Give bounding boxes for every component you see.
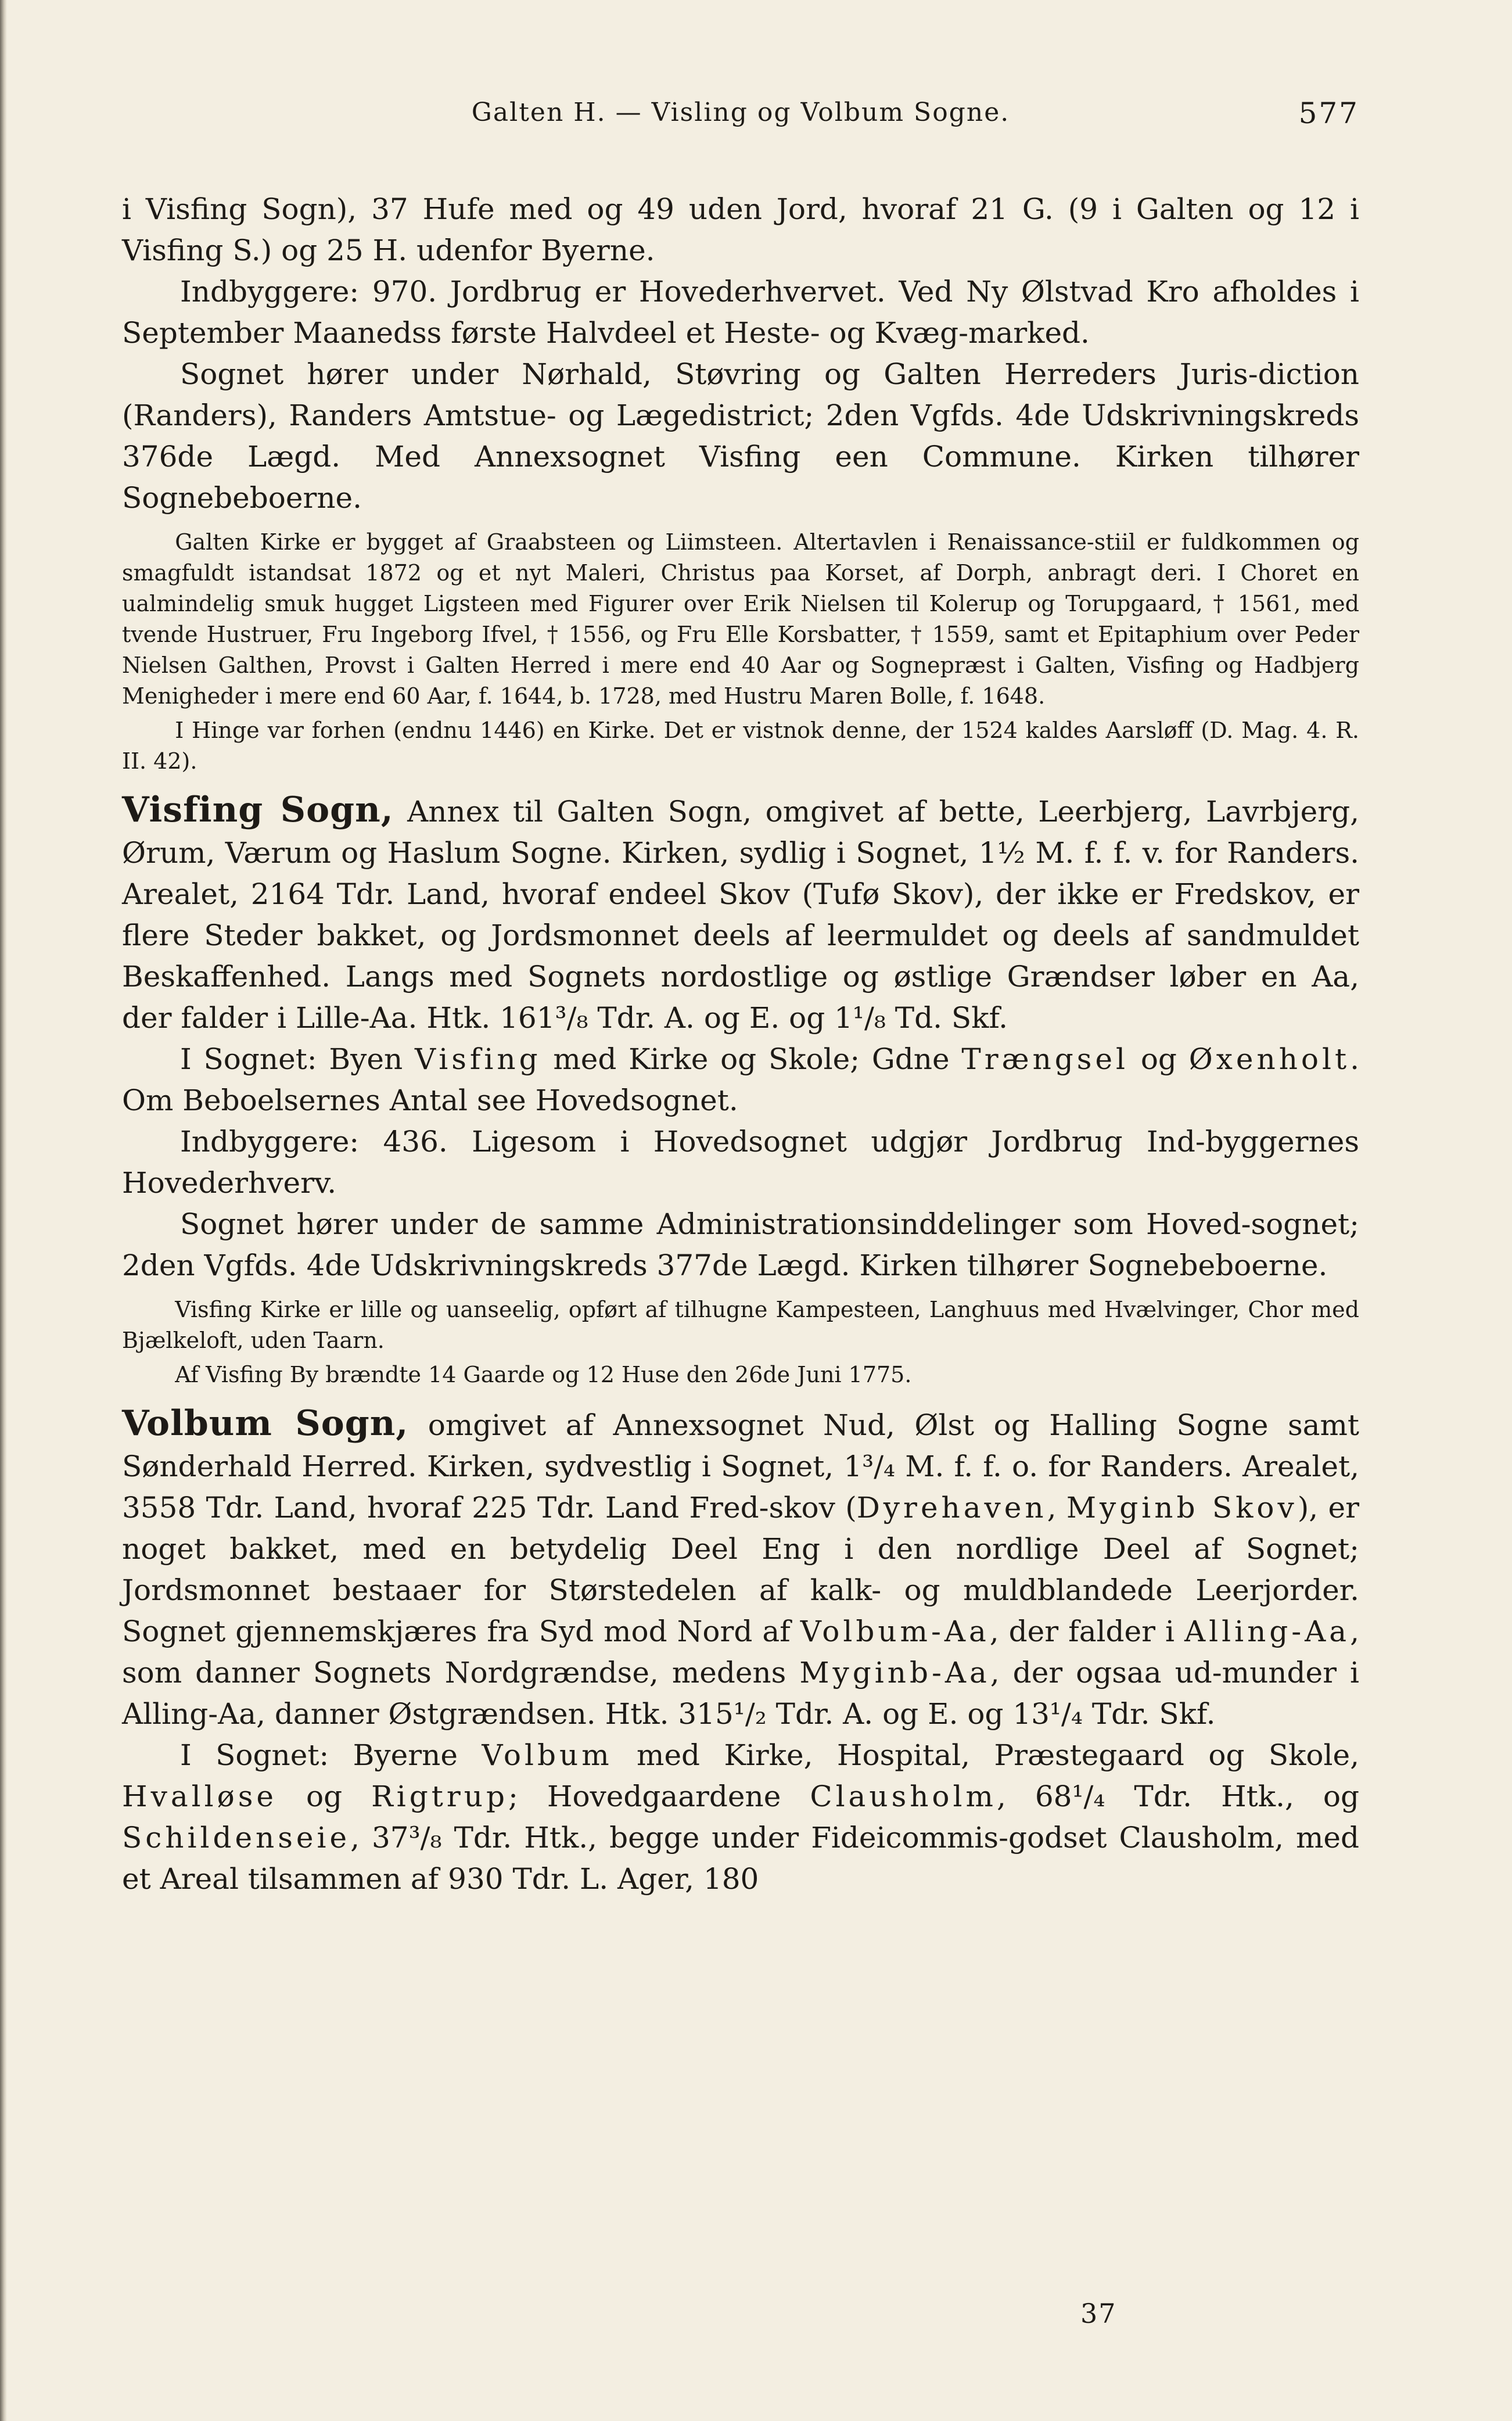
- volbum-p1-a: omgivet af Annexsognet Nud, Ølst og Halling Sogne samt Sønderhald Herred. Kirken, sydvestlig i Sognet, 1³/₄ M. f. f. o. for Randers. Arealet, 3558 Tdr. Land, hvoraf 225 Tdr. Land Fred-skov (: [122, 1408, 1359, 1525]
- volbum-p2-b: med Kirke, Hospital, Præstegaard og Skole,: [612, 1738, 1359, 1772]
- volbum-p1-f: , der ogsaa ud-munder i Alling-Aa, danner Østgrændsen. Htk. 315¹/₂ Tdr. A. og E. og 13¹/₄ Tdr. Skf.: [122, 1656, 1359, 1731]
- volbum-p2-d: ; Hovedgaardene: [508, 1780, 810, 1813]
- volbum-paragraph-1: [122, 1403, 1359, 1735]
- galten-paragraph-1: i Visfing Sogn), 37 Hufe med og 49 uden Jord, hvoraf 21 G. (9 i Galten og 12 i Visfing S.) og 25 H. udenfor Byerne.: [122, 192, 1359, 267]
- place-visfing: Visfing: [414, 1042, 541, 1076]
- volbum-p2-e: , 68¹/₄ Tdr. Htk., og: [996, 1780, 1359, 1813]
- volbum-heading: Volbum Sogn,: [122, 1403, 409, 1444]
- visfing-note-1: Visfing Kirke er lille og uanseelig, opført af tilhugne Kampesteen, Langhuus med Hvælvinger, Chor med Bjælkeloft, uden Taarn.: [122, 1297, 1359, 1353]
- place-myginb-aa: Myginb-Aa: [799, 1656, 990, 1690]
- place-hvallose: Hvalløse: [122, 1780, 277, 1813]
- visfing-note-2: Af Visfing By brændte 14 Gaarde og 12 Huse den 26de Juni 1775.: [175, 1362, 912, 1387]
- volbum-p2-a: I Sognet: Byerne: [180, 1738, 482, 1772]
- running-title: Galten H. — Visling og Volbum Sogne.: [471, 98, 1010, 127]
- place-volbum-aa: Volbum-Aa: [800, 1615, 990, 1648]
- volbum-p1-e: , som danner Sognets Nordgrændse, medens: [122, 1615, 1360, 1690]
- galten-paragraph-2: Indbyggere: 970. Jordbrug er Hovederhvervet. Ved Ny Ølstvad Kro afholdes i September Maanedss første Halvdeel et Heste- og Kvæg-marked.: [122, 275, 1359, 350]
- volbum-paragraph-2: [122, 1735, 1359, 1900]
- place-dyrehaven: Dyrehaven: [856, 1491, 1047, 1525]
- place-alling-aa: Alling-Aa: [1184, 1615, 1351, 1648]
- visfing-paragraph-2: [122, 1039, 1359, 1121]
- volbum-p1-c: ), er noget bakket, med en betydelig Deel Eng i den nordlige Deel af Sognet; Jordsmonnet bestaaer for Størstedelen af kalk- og muldblandede Leerjorder. Sognet gjennemskjæres fra Syd mod Nord af: [122, 1491, 1359, 1648]
- place-rigtrup: Rigtrup: [371, 1780, 508, 1813]
- place-oxenholt: Øxenholt: [1188, 1042, 1351, 1076]
- volbum-p2-c: og: [277, 1780, 372, 1813]
- galten-paragraph-3: Sognet hører under Nørhald, Støvring og Galten Herreders Juris-diction (Randers), Randers Amtstue- og Lægedistrict; 2den Vgfds. 4de Udskrivningskreds 376de Lægd. Med Annexsognet Visfing een Commune. Kirken tilhører Sognebeboerne.: [122, 357, 1359, 515]
- visfing-paragraph-3: Indbyggere: 436. Ligesom i Hovedsognet udgjør Jordbrug Ind-byggernes Hovederhverv.: [122, 1125, 1359, 1200]
- volbum-p1-b: ,: [1047, 1491, 1066, 1525]
- text-block: [122, 189, 1359, 1900]
- visfing-heading: Visfing Sogn,: [122, 790, 394, 830]
- visfing-p2-and: og: [1129, 1042, 1189, 1076]
- volbum-p2-f: , 37³/₈ Tdr. Htk., begge under Fideicommis-godset Clausholm, med et Areal tilsammen af 930 Tdr. L. Ager, 180: [122, 1821, 1359, 1896]
- visfing-p2-mid: med Kirke og Skole; Gdne: [541, 1042, 962, 1076]
- galten-note-2: I Hinge var forhen (endnu 1446) en Kirke. Det er vistnok denne, der 1524 kaldes Aarsløff (D. Mag. 4. R. II. 42).: [122, 718, 1359, 774]
- printer-signature: 37: [1080, 2298, 1117, 2329]
- visfing-paragraph-4: Sognet hører under de samme Administrationsinddelinger som Hoved-sognet; 2den Vgfds. 4de Udskrivningskreds 377de Lægd. Kirken tilhører Sognebeboerne.: [122, 1207, 1359, 1282]
- visfing-p2-suffix: . Om Beboelsernes Antal see Hovedsognet.: [122, 1042, 1360, 1117]
- visfing-paragraph-1: [122, 790, 1359, 1039]
- visfing-p2-prefix: I Sognet: Byen: [180, 1042, 415, 1076]
- page-number: 577: [1298, 96, 1359, 130]
- running-header: [122, 92, 1359, 144]
- place-clausholm: Clausholm: [810, 1780, 997, 1813]
- galten-note-1: Galten Kirke er bygget af Graabsteen og Liimsteen. Altertavlen i Renaissance-stiil er fuldkommen og smagfuldt istandsat 1872 og et nyt Maleri, Christus paa Korset, af Dorph, anbragt deri. I Choret en ualmindelig smuk hugget Ligsteen med Figurer over Erik Nielsen til Kolerup og Torupgaard, † 1561, med tvende Hustruer, Fru Ingeborg Ifvel, † 1556, og Fru Elle Korsbatter, † 1559, samt et Epitaphium over Peder Nielsen Galthen, Provst i Galten Herred i mere end 40 Aar og Sognepræst i Galten, Visfing og Hadbjerg Menigheder i mere end 60 Aar, f. 1644, b. 1728, med Hustru Maren Bolle, f. 1648.: [122, 529, 1359, 709]
- volbum-p1-d: , der falder i: [989, 1615, 1184, 1648]
- place-schildenseie: Schildenseie: [122, 1821, 351, 1855]
- place-myginb-skov: Myginb Skov: [1066, 1491, 1298, 1525]
- place-volbum: Volbum: [482, 1738, 613, 1772]
- visfing-paragraph-1-text: Annex til Galten Sogn, omgivet af bette, Leerbjerg, Lavrbjerg, Ørum, Værum og Haslum Sogne. Kirken, sydlig i Sognet, 1½ M. f. f. v. for Randers. Arealet, 2164 Tdr. Land, hvoraf endeel Skov (Tufø Skov), der ikke er Fredskov, er flere Steder bakket, og Jordsmonnet deels af leermuldet og deels af sandmuldet Beskaffenhed. Langs med Sognets nordostlige og østlige Grændser løber en Aa, der falder i Lille-Aa. Htk. 161³/₈ Tdr. A. og E. og 1¹/₈ Td. Skf.: [122, 795, 1360, 1035]
- place-traengsel: Trængsel: [961, 1042, 1129, 1076]
- binding-shadow: [0, 0, 7, 2421]
